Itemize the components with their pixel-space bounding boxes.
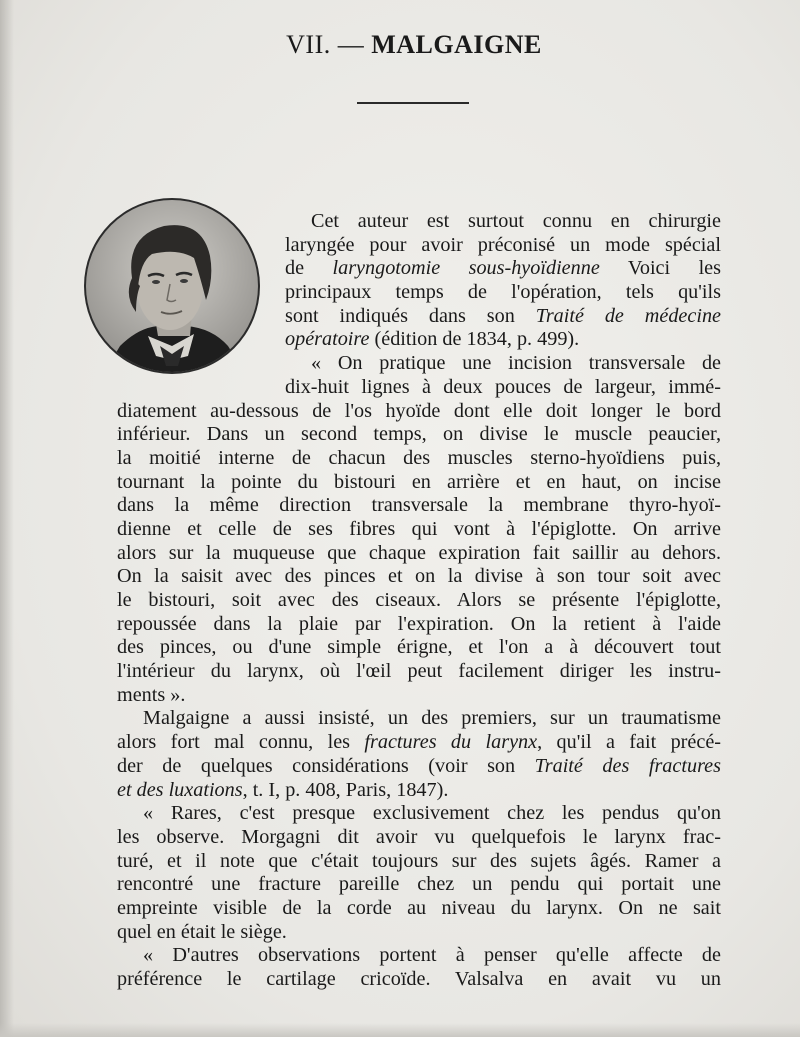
chapter-number: VII. (286, 30, 331, 59)
text-line: des pinces, ou d'une simple érigne, et l'on a à découvert tout (117, 636, 721, 659)
text-line: principaux temps de l'opération, tels qu'ils (285, 281, 721, 304)
text-line: On la saisit avec des pinces et on la divise à son tour soit avec (117, 565, 721, 588)
text-line: préférence le cartilage cricoïde. Valsalva en avait vu un (117, 968, 721, 990)
chapter-dash: — (337, 30, 365, 59)
body-text (117, 210, 721, 992)
text-line: les observe. Morgagni dit avoir vu quelquefois le larynx frac- (117, 825, 721, 848)
text-line: tournant la pointe du bistouri en arrière et en haut, on incise (117, 470, 721, 493)
text-line: alors fort mal connu, les fractures du larynx, qu'il a fait précé- (117, 731, 722, 754)
text-line: quel en était le siège. (117, 920, 287, 943)
chapter-heading (0, 30, 800, 60)
text-line: l'intérieur du larynx, où l'œil peut facilement diriger les instru- (117, 660, 721, 683)
page-bottom-shadow (0, 1023, 800, 1037)
text-line: repoussée dans la plaie par l'expiration. On la retient à l'aide (117, 612, 721, 635)
text-line: « Rares, c'est presque exclusivement chez les pendus qu'on (143, 802, 721, 825)
text-line: de laryngotomie sous-hyoïdienne Voici les (285, 257, 721, 280)
text-line: inférieur. Dans un second temps, on divise le muscle peaucier, (117, 423, 721, 446)
text-line: sont indiqués dans son Traité de médecine (285, 304, 722, 327)
chapter-name: MALGAIGNE (371, 30, 542, 59)
text-line: et des luxations, t. I, p. 408, Paris, 1847). (117, 778, 449, 801)
text-line: empreinte visible de la corde au niveau du larynx. On ne sait (117, 896, 721, 919)
text-line: le bistouri, soit avec des ciseaux. Alors se présente l'épiglotte, (117, 589, 721, 611)
text-line: diatement au-dessous de l'os hyoïde dont elle doit longer le bord (117, 399, 721, 422)
page-edge-shadow (0, 0, 14, 1037)
text-line: la moitié interne de chacun des muscles sterno-hyoïdiens puis, (117, 446, 721, 469)
text-line: der de quelques considérations (voir son Traité des fractures (117, 754, 721, 777)
text-line: alors sur la muqueuse que chaque expiration fait saillir au dehors. (117, 541, 721, 564)
text-line: laryngée pour avoir préconisé un mode spécial (285, 233, 721, 256)
text-line: Malgaigne a aussi insisté, un des premiers, sur un traumatisme (143, 707, 721, 730)
text-line: « On pratique une incision transversale de (311, 352, 721, 375)
text-line: dienne et celle de ses fibres qui vont à l'épiglotte. On arrive (117, 517, 721, 540)
heading-rule (357, 102, 469, 104)
text-line: turé, et il note que c'était toujours sur des sujets âgés. Ramer a (117, 849, 721, 872)
text-line: « D'autres observations portent à penser qu'elle affecte de (143, 944, 721, 967)
text-line: ments ». (117, 683, 186, 706)
text-line: rencontré une fracture pareille chez un pendu qui portait une (117, 873, 721, 896)
text-line: Cet auteur est surtout connu en chirurgie (311, 210, 721, 232)
text-line: opératoire (édition de 1834, p. 499). (285, 328, 580, 351)
text-line: dix-huit lignes à deux pouces de largeur, immé- (285, 375, 721, 398)
text-line: dans la même direction transversale la membrane thyro-hyoï- (117, 494, 721, 517)
